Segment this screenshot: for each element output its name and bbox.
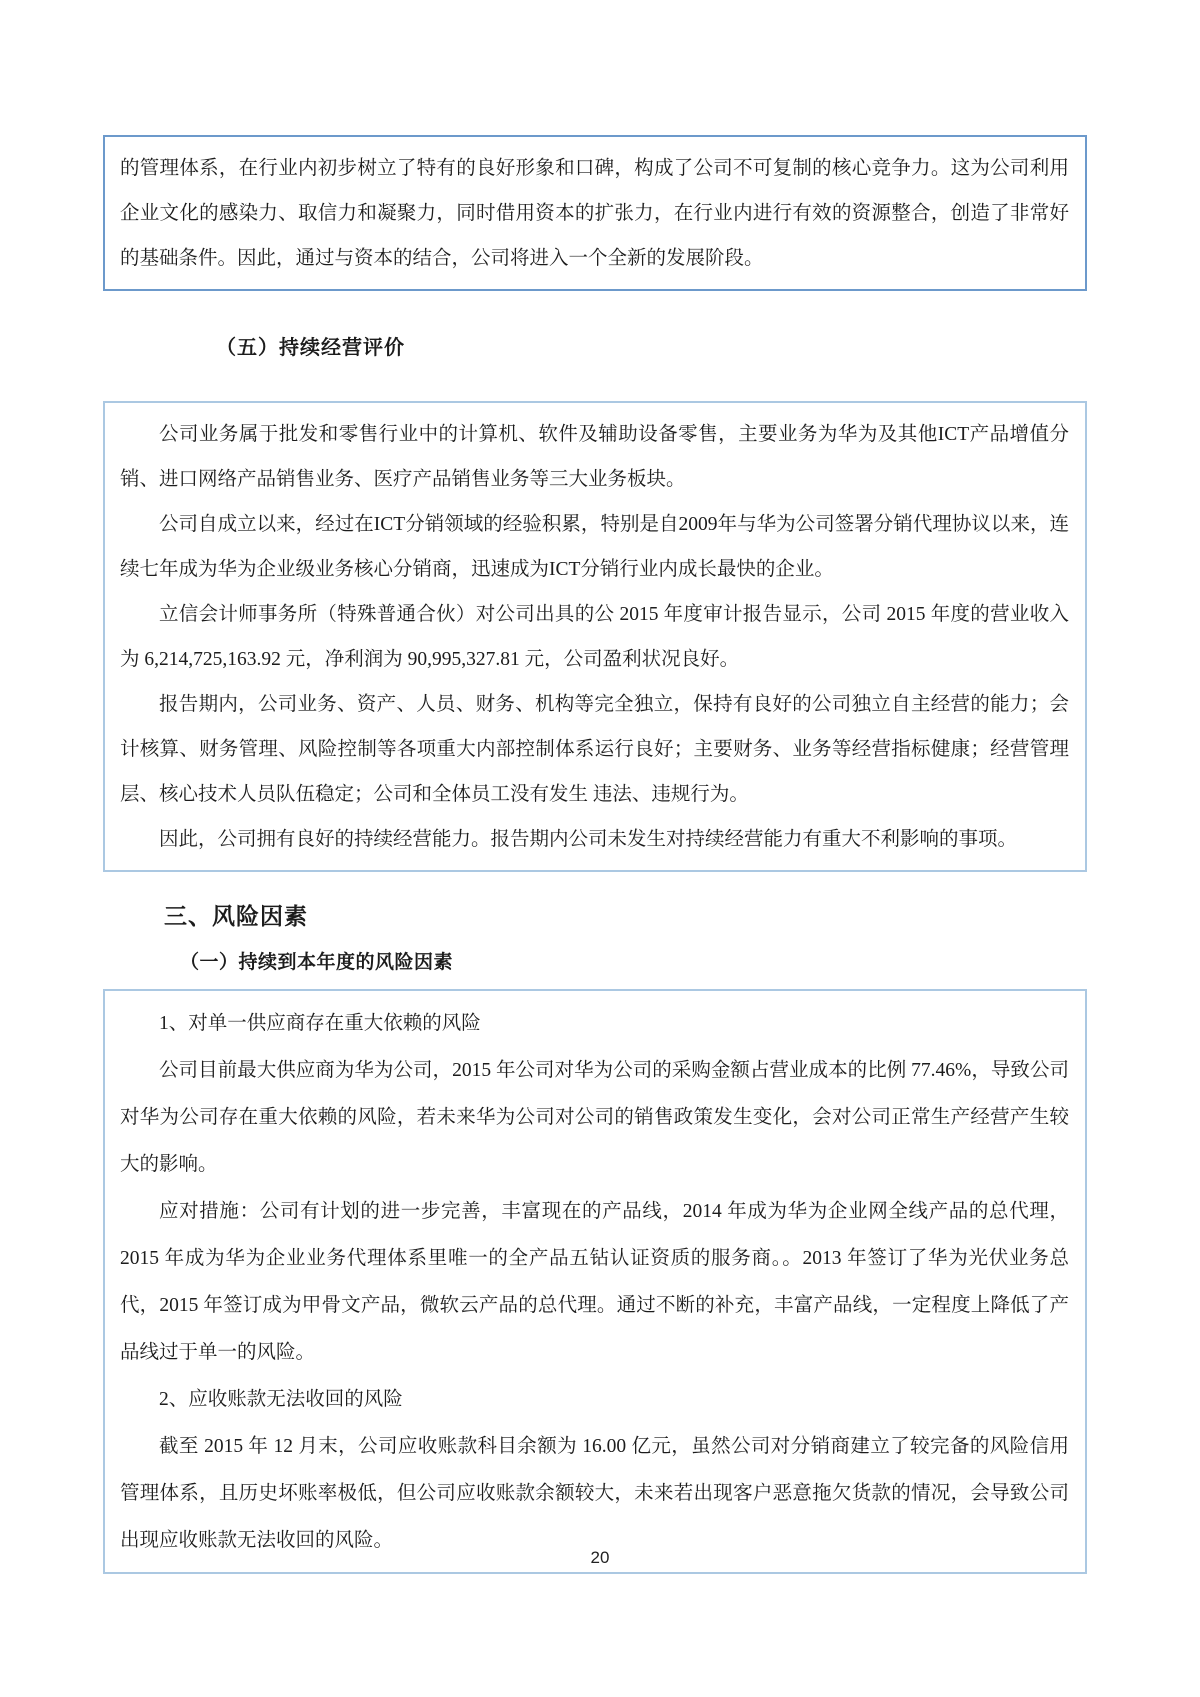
risk-item-1-description: 公司目前最大供应商为华为公司，2015 年公司对华为公司的采购金额占营业成本的比例 77.46%，导致公司对华为公司存在重大依赖的风险，若未来华为公司对公司的销售政策发生变化，会对公司正常生产经营产生较大的影响。 — [120, 1060, 1069, 1175]
eval-paragraph-independence: 报告期内，公司业务、资产、人员、财务、机构等完全独立，保持有良好的公司独立自主经营的能力；会计核算、财务管理、风险控制等各项重大内部控制体系运行良好；主要财务、业务等经营指标健康；经营管理层、核心技术人员队伍稳定；公司和全体员工没有发生 违法、违规行为。 — [120, 694, 1069, 805]
eval-paragraph-conclusion: 因此，公司拥有良好的持续经营能力。报告期内公司未发生对持续经营能力有重大不利影响的事项。 — [159, 829, 1018, 850]
eval-paragraph-audit-figures: 立信会计师事务所（特殊普通合伙）对公司出具的公 2015 年度审计报告显示，公司 2015 年度的营业收入为 6,214,725,163.92 元，净利润为 90,995,327.81 元，公司盈利状况良好。 — [120, 604, 1069, 670]
risk-item-1-title: 1、对单一供应商存在重大依赖的风险 — [159, 1013, 481, 1034]
risk-factors-box — [103, 989, 1087, 1574]
page-number: 20 — [590, 1548, 610, 1567]
section-heading-sustained-operation: （五）持续经营评价 — [216, 337, 405, 359]
chapter-heading-risk-factors: 三、风险因素 — [164, 903, 308, 929]
continued-paragraph-box — [103, 135, 1087, 291]
continued-paragraph: 的管理体系，在行业内初步树立了特有的良好形象和口碑，构成了公司不可复制的核心竞争力。这为公司利用企业文化的感染力、取信力和凝聚力，同时借用资本的扩张力，在行业内进行有效的资源整合，创造了非常好的基础条件。因此，通过与资本的结合，公司将进入一个全新的发展阶段。 — [120, 158, 1069, 269]
risk-item-2-title: 2、应收账款无法收回的风险 — [159, 1389, 403, 1410]
risk-item-2-description: 截至 2015 年 12 月末，公司应收账款科目余额为 16.00 亿元，虽然公司对分销商建立了较完备的风险信用管理体系，且历史坏账率极低，但公司应收账款余额较大，未来若出现客户恶意拖欠货款的情况，会导致公司出现应收账款无法收回的风险。 — [120, 1436, 1069, 1551]
sustained-operation-box — [103, 401, 1087, 872]
page-content — [103, 0, 1087, 1574]
risk-item-1-countermeasures: 应对措施：公司有计划的进一步完善，丰富现在的产品线，2014 年成为华为企业网全线产品的总代理，2015 年成为华为企业业务代理体系里唯一的全产品五钻认证资质的服务商。。2013 年签订了华为光伏业务总代，2015 年签订成为甲骨文产品，微软云产品的总代理。通过不断的补充，丰富产品线，一定程度上降低了产品线过于单一的风险。 — [120, 1201, 1069, 1363]
section-heading-ongoing-risks: （一）持续到本年度的风险因素 — [180, 952, 454, 973]
eval-paragraph-ict-history: 公司自成立以来，经过在ICT分销领域的经验积累，特别是自2009年与华为公司签署分销代理协议以来，连续七年成为华为企业级业务核心分销商，迅速成为ICT分销行业内成长最快的企业。 — [120, 514, 1069, 580]
eval-paragraph-business-scope: 公司业务属于批发和零售行业中的计算机、软件及辅助设备零售，主要业务为华为及其他ICT产品增值分销、进口网络产品销售业务、医疗产品销售业务等三大业务板块。 — [120, 424, 1069, 490]
